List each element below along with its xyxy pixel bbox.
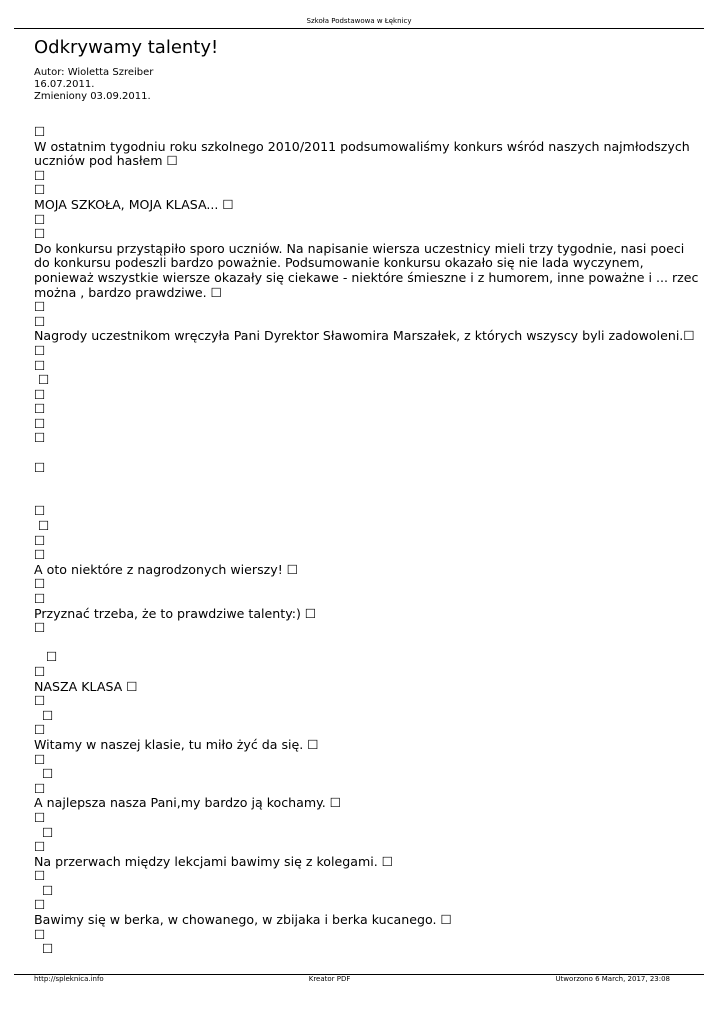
blank-line [34, 636, 694, 651]
body-line: uczniów pod hasłem ☐ [34, 153, 178, 169]
body-line: Na przerwach między lekcjami bawimy się z kolegami. ☐ [34, 853, 394, 869]
header-divider [14, 28, 704, 29]
body-line: ☐ [34, 824, 54, 840]
body-line: ☐ [34, 357, 46, 373]
body-line: ☐ [34, 926, 46, 942]
body-line: ☐ [34, 401, 46, 417]
body-line: ☐ [34, 897, 46, 913]
body-line: ☐ [34, 766, 54, 782]
author-line: Autor: Wioletta Szreiber [34, 67, 154, 78]
body-line: ☐ [34, 342, 46, 358]
blank-line [34, 475, 694, 490]
body-line: ☐ [34, 182, 46, 198]
body-line: ☐ [34, 430, 46, 446]
body-line: ☐ [34, 576, 46, 592]
body-line: Witamy w naszej klasie, tu miło żyć da się. ☐ [34, 736, 319, 752]
date-modified: Zmieniony 03.09.2011. [34, 91, 151, 102]
body-line: ☐ [34, 211, 46, 227]
body-line: ☐ [34, 839, 46, 855]
body-line: ☐ [34, 386, 46, 402]
body-line: ☐ [34, 503, 46, 519]
body-line: Do konkursu przystąpiło sporo uczniów. Na napisanie wiersza uczestnicy mieli trzy tygodnie, nasi poeci [34, 240, 685, 256]
body-line: ☐ [34, 124, 46, 139]
footer-generator: Kreator PDF [308, 975, 351, 983]
body-line: Bawimy się w berka, w chowanego, w zbijaka i berka kucanego. ☐ [34, 912, 452, 928]
body-line: ☐ [34, 663, 46, 679]
body-line: ☐ [34, 518, 50, 534]
body-line: Nagrody uczestnikom wręczyła Pani Dyrektor Sławomira Marszałek, z których wszyscy byli zadowoleni.☐ [34, 328, 695, 344]
footer-created: Utworzono 6 March, 2017, 23:08 [555, 975, 670, 983]
body-line: ☐ [34, 780, 46, 796]
body-line: NASZA KLASA ☐ [34, 678, 138, 694]
body-line: ☐ [34, 707, 54, 723]
body-line: ☐ [34, 226, 46, 242]
body-line: ☐ [34, 415, 46, 431]
page-footer [34, 975, 670, 983]
body-line: A najlepsza nasza Pani,my bardzo ją kochamy. ☐ [34, 795, 342, 811]
body-line: ☐ [34, 882, 54, 898]
body-line: ☐ [34, 693, 46, 709]
body-line: Przyznać trzeba, że to prawdziwe talenty:) ☐ [34, 605, 317, 621]
body-line: ☐ [34, 591, 46, 606]
body-line: ☐ [34, 722, 46, 738]
body-line: A oto niektóre z nagrodzonych wierszy! ☐ [34, 561, 299, 577]
body-line: ☐ [34, 459, 46, 475]
body-line: ponieważ wszystkie wiersze okazały się ciekawe - niektóre śmieszne i z humorem, inne poważne i ... rzec [34, 269, 699, 285]
article-title: Odkrywamy talenty! [34, 37, 219, 58]
article-body [34, 124, 699, 957]
body-line: ☐ [34, 547, 46, 563]
body-line: ☐ [34, 620, 46, 636]
article-meta [34, 67, 153, 103]
body-line: ☐ [34, 532, 46, 548]
body-line: ☐ [34, 941, 54, 957]
blank-line [34, 446, 694, 461]
body-line: można , bardzo prawdziwe. ☐ [34, 284, 222, 300]
body-line: ☐ [34, 809, 46, 825]
body-line: ☐ [34, 167, 46, 183]
body-line: ☐ [34, 649, 58, 665]
body-line: ☐ [34, 299, 46, 315]
footer-url[interactable]: http://spleknica.info [34, 975, 104, 983]
body-line: ☐ [34, 313, 46, 329]
date-created: 16.07.2011. [34, 79, 95, 90]
body-line: ☐ [34, 868, 46, 884]
page-header: Szkoła Podstawowa w Łęknicy [306, 17, 412, 25]
body-line: ☐ [34, 751, 46, 767]
body-line: ☐ [34, 372, 50, 388]
body-line: MOJA SZKOŁA, MOJA KLASA... ☐ [34, 196, 234, 212]
blank-line [34, 490, 694, 505]
body-line: do konkursu podeszli bardzo poważnie. Podsumowanie konkursu okazało się nie lada wyczynem, [34, 255, 644, 271]
body-line: W ostatnim tygodniu roku szkolnego 2010/2011 podsumowaliśmy konkurs wśród naszych najmłodszych [34, 138, 690, 154]
